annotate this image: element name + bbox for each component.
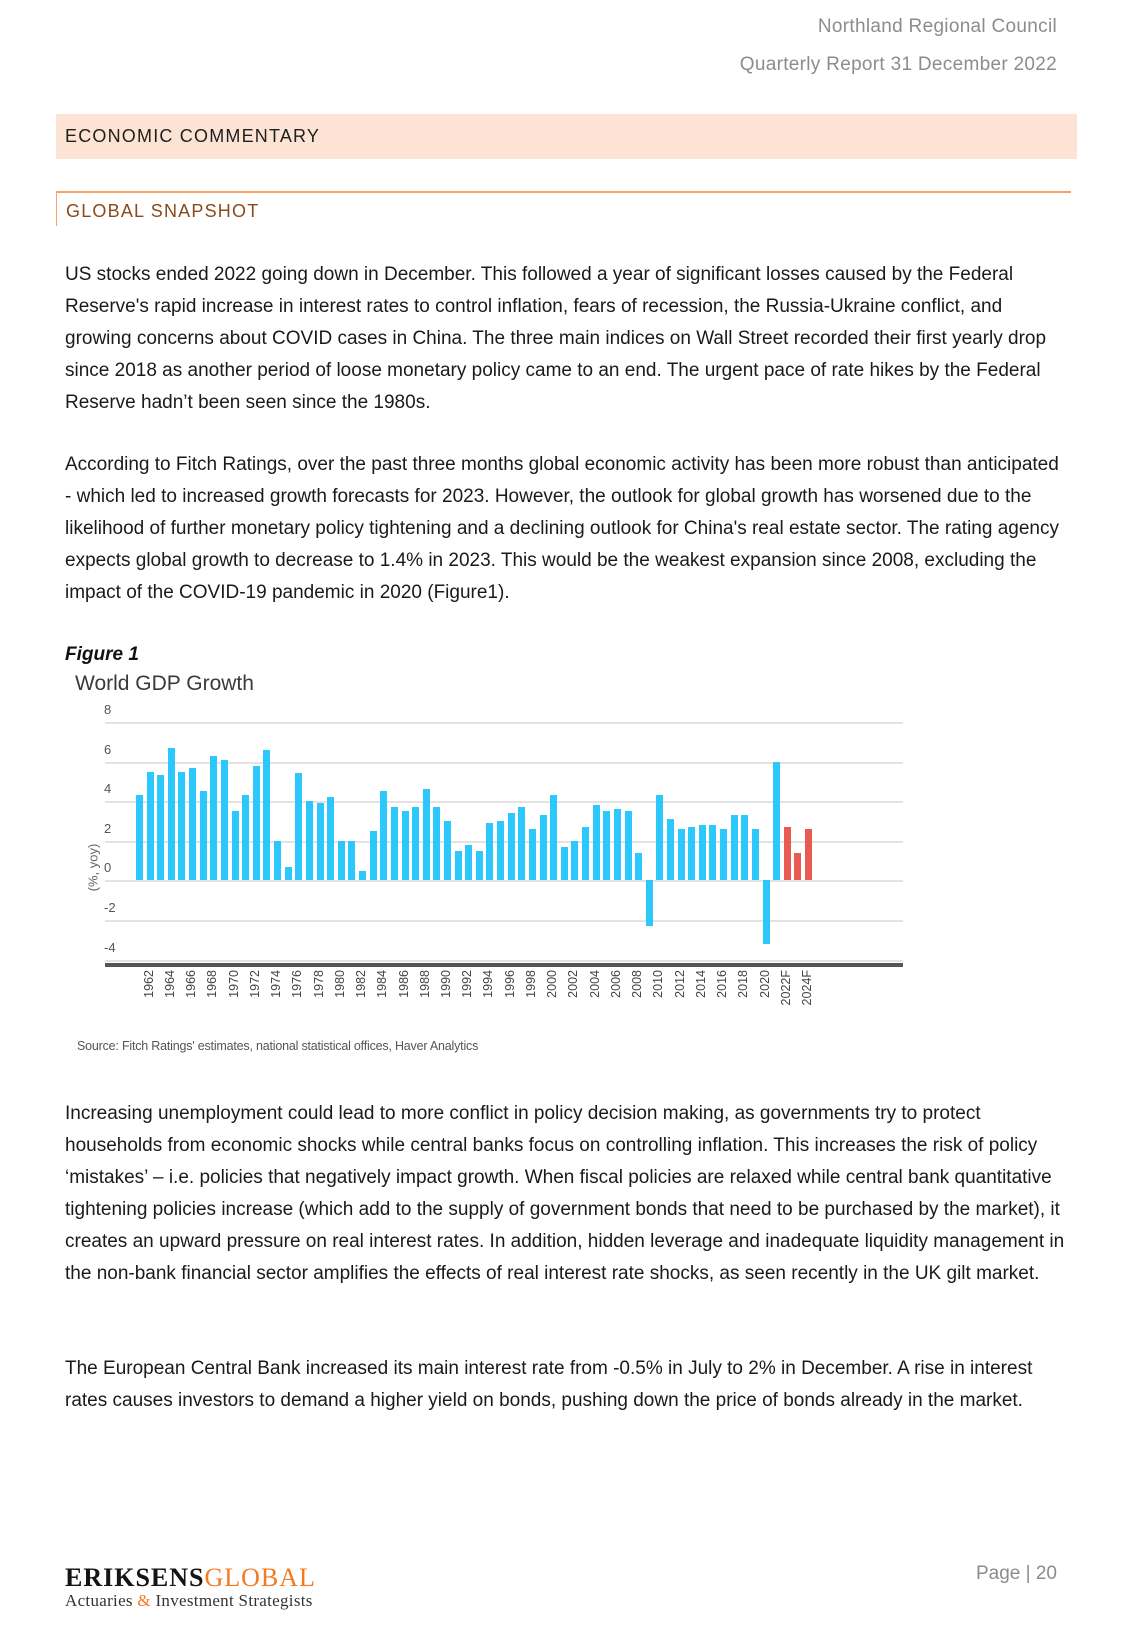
bar-2020 [763,880,770,943]
bar-1961 [136,795,143,880]
bar-1971 [242,795,249,880]
gridline [105,722,903,724]
bar-1980 [338,841,345,881]
bar-1981 [348,841,355,881]
bar-2001 [561,847,568,881]
bar-2021 [773,762,780,881]
logo-main-text: ERIKSENS [65,1563,205,1592]
bar-1983 [370,831,377,881]
x-tick-label: 1968 [205,970,220,998]
x-tick-label: 2000 [545,970,560,998]
bar-1992 [465,845,472,881]
bar-1974 [274,841,281,881]
bar-1967 [200,791,207,880]
x-tick-label: 2018 [736,970,751,998]
bar-1990 [444,821,451,880]
bar-1999 [540,815,547,880]
bar-2018 [741,815,748,880]
paragraph-3: Increasing unemployment could lead to more conflict in policy decision making, as governments try to protect households from economic shocks while central banks focus on controlling inflation. This increases the risk of policy ‘mistakes’ – i.e. policies that negatively impact growth. When fiscal policies are relaxed while central bank quantitative tightening policies increase (which add to the supply of government bonds that need to be purchased by the market), it creates an upward pressure on real interest rates. In addition, hidden leverage and inadequate liquidity management in the non-bank financial sector amplifies the effects of real interest rate shocks, as seen recently in the UK gilt market. [65,1103,1065,1284]
bar-1998 [529,829,536,880]
x-tick-label: 2024F [800,970,815,1006]
bar-1965 [178,772,185,881]
subsection-header [56,191,1071,226]
x-tick-label: 1996 [502,970,517,998]
x-tick-label: 1990 [438,970,453,998]
x-tick-label: 2004 [587,970,602,998]
bar-1964 [168,748,175,881]
x-tick-label: 1966 [184,970,199,998]
y-tick-label: -4 [104,939,116,955]
chart-title: World GDP Growth [75,672,254,695]
bar-1977 [306,801,313,880]
gridline [105,880,903,882]
figure-label: Figure 1 [65,644,139,665]
bar-2005 [603,811,610,880]
gridline [105,960,903,962]
bar-1982 [359,871,366,881]
world-gdp-growth-chart [72,700,842,1030]
bar-1997 [518,807,525,880]
bar-2003 [582,827,589,880]
y-tick-label: 0 [104,860,112,876]
bar-2016 [720,829,727,880]
gridline [105,920,903,922]
x-tick-label: 1970 [226,970,241,998]
bar-2011 [667,819,674,880]
bar-1988 [423,789,430,880]
bar-1995 [497,821,504,880]
x-tick-label: 2010 [651,970,666,998]
x-tick-label: 2016 [715,970,730,998]
bar-1976 [295,773,302,880]
x-tick-label: 1998 [523,970,538,998]
logo-tagline-part2: Investment Strategists [150,1591,313,1610]
x-tick-label: 1974 [269,970,284,998]
subsection-title: GLOBAL SNAPSHOT [66,201,260,221]
x-tick-label: 2006 [608,970,623,998]
y-axis-label: (%, yoy) [85,843,101,892]
y-tick-label: 4 [104,781,112,797]
logo-tagline-part1: Actuaries [65,1591,138,1610]
page-number: Page | 20 [975,1563,1057,1584]
bar-1972 [253,766,260,881]
x-tick-label: 2008 [630,970,645,998]
bar-2014 [699,825,706,880]
bar-2009 [646,880,653,926]
bar-2013 [688,827,695,880]
bar-2012 [678,829,685,880]
bar-1989 [433,807,440,880]
x-tick-label: 1982 [354,970,369,998]
x-tick-label: 2002 [566,970,581,998]
paragraph-1: US stocks ended 2022 going down in December. This followed a year of significant losses caused by the Federal Reserve's rapid increase in interest rates to control inflation, fears of recession, the Russia-Ukraine conflict, and growing concerns about COVID cases in China. The three main indices on Wall Street recorded their first yearly drop since 2018 as another period of loose monetary policy came to an end. The urgent pace of rate hikes by the Federal Reserve hadn’t been seen since the 1980s. [65,264,1047,413]
x-tick-label: 1980 [332,970,347,998]
bar-2010 [656,795,663,880]
bar-1996 [508,813,515,880]
x-tick-label: 1962 [141,970,156,998]
paragraph-2: According to Fitch Ratings, over the past three months global economic activity has been more robust than anticipated - which led to increased growth forecasts for 2023. However, the outlook for global growth has worsened due to the likelihood of further monetary policy tightening and a declining outlook for China's real estate sector. The rating agency expects global growth to decrease to 1.4% in 2023. This would be the weakest expansion since 2008, excluding the impact of the COVID-19 pandemic in 2020 (Figure1). [65,454,1059,603]
x-tick-label: 1978 [311,970,326,998]
header-organization: Northland Regional Council [817,16,1057,37]
x-tick-label: 1984 [375,970,390,998]
bar-1963 [157,775,164,880]
x-tick-label: 1994 [481,970,496,998]
x-tick-label: 1992 [460,970,475,998]
x-tick-label: 1964 [162,970,177,998]
bar-2019 [752,829,759,880]
bar-1962 [147,772,154,881]
x-tick-label: 2022F [778,970,793,1006]
bar-1985 [391,807,398,880]
bar-2002 [571,841,578,881]
bar-1984 [380,791,387,880]
x-axis-line [105,963,903,967]
paragraph-4: The European Central Bank increased its main interest rate from -0.5% in July to 2% in December. A rise in interest rates causes investors to demand a higher yield on bonds, pushing down the price of bonds already in the market. [65,1358,1033,1411]
y-tick-label: 6 [104,741,112,757]
y-tick-label: -2 [104,900,116,915]
bar-1986 [402,811,409,880]
bar-2006 [614,809,621,880]
bar-1979 [327,797,334,880]
logo-ampersand: & [137,1591,151,1610]
bar-1987 [412,807,419,880]
bar-1969 [221,760,228,881]
bar-1978 [317,803,324,880]
bar-1973 [263,750,270,881]
x-tick-label: 1988 [417,970,432,998]
x-tick-label: 2012 [672,970,687,998]
bar-1993 [476,851,483,881]
bar-2023F [794,853,801,881]
bar-1970 [232,811,239,880]
bar-2008 [635,853,642,881]
bar-1991 [455,851,462,881]
x-tick-label: 1972 [247,970,262,998]
bar-2017 [731,815,738,880]
section-banner [56,114,1077,159]
logo-accent-text: GLOBAL [204,1563,316,1592]
bar-1968 [210,756,217,881]
bar-1966 [189,768,196,881]
x-tick-label: 2020 [757,970,772,998]
header-report-title: Quarterly Report 31 December 2022 [739,54,1057,75]
section-title: ECONOMIC COMMENTARY [65,126,321,146]
x-tick-label: 1986 [396,970,411,998]
bar-2004 [593,805,600,880]
bar-1994 [486,823,493,880]
y-tick-label: 2 [104,820,112,836]
bar-2022F [784,827,791,880]
company-logo [65,1563,316,1611]
bar-2015 [709,825,716,880]
y-tick-label: 8 [104,702,112,717]
x-tick-label: 1976 [290,970,305,998]
bar-1975 [285,867,292,881]
bar-2007 [625,811,632,880]
figure-source: Source: Fitch Ratings' estimates, national statistical offices, Haver Analytics [77,1039,479,1053]
x-tick-label: 2014 [693,970,708,998]
bar-2024F [805,829,812,880]
bar-2000 [550,795,557,880]
